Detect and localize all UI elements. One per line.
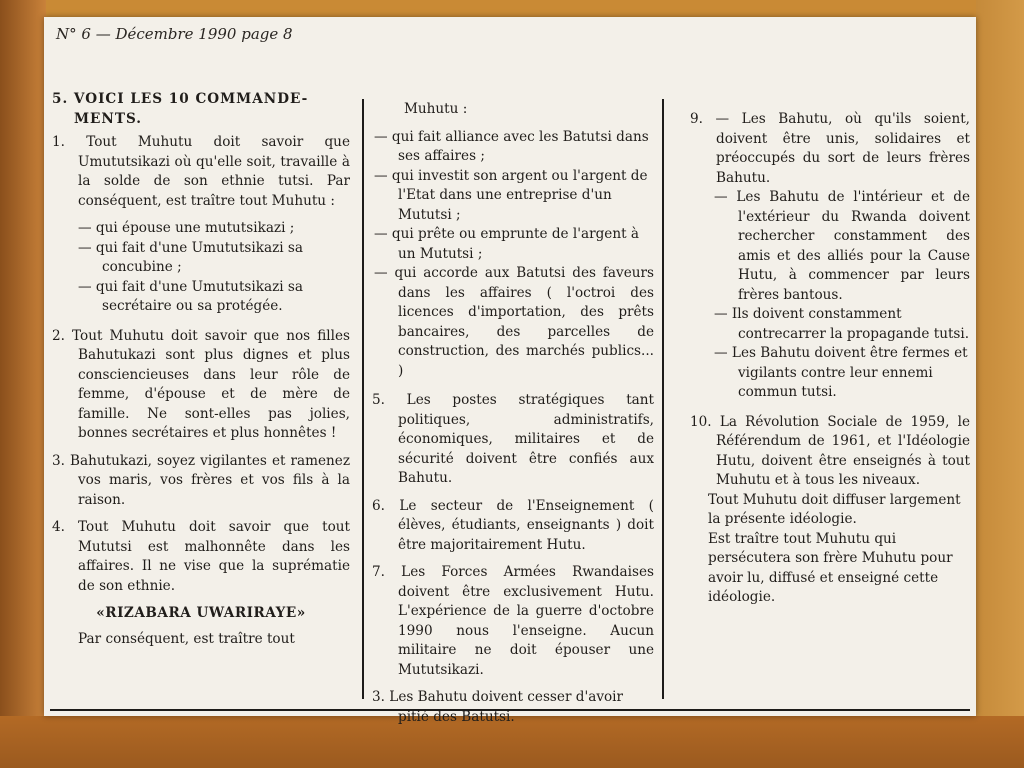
- wall-top: [0, 0, 1024, 18]
- quote-title: «RIZABARA UWARIRAYE»: [96, 605, 306, 621]
- commandment-8: 3. Les Bahutu doivent cesser d'avoir pitié des Batutsi.: [372, 689, 624, 725]
- commandment-9-item-b: — Ils doivent constamment contrecarrer la propagande tutsi.: [714, 306, 970, 342]
- traitor-item-4: — qui accorde aux Batutsi des faveurs dans les affaires ( l'octroi des licences d'importation, des prêts bancaires, des parcelles de construction, des marchés publics... ): [374, 265, 654, 379]
- commandment-1-item-a: — qui épouse une mututsikazi ;: [78, 220, 295, 236]
- commandment-1-item-c: — qui fait d'une Umututsikazi sa secrétaire ou sa protégée.: [78, 278, 303, 314]
- column-2: [372, 100, 654, 727]
- commandment-7: 7. Les Forces Armées Rwandaises doivent être exclusivement Hutu. L'expérience de la guerre d'octobre 1990 nous l'enseigne. Aucun militaire ne doit épouser une Mututsikazi.: [372, 564, 654, 678]
- commandment-1-item-b: — qui fait d'une Umututsikazi sa concubine ;: [78, 239, 303, 275]
- commandment-1: 1. Tout Muhutu doit savoir que Umututsikazi où qu'elle soit, travaille à la solde de son ethnie tutsi. Par conséquent, est traître tout Muhutu :: [52, 134, 350, 209]
- commandment-10-b: Tout Muhutu doit diffuser largement la présente idéologie.: [708, 491, 961, 527]
- commandment-3: 3. Bahutukazi, soyez vigilantes et ramenez vos maris, vos frères et vos fils à la raison.: [52, 452, 350, 508]
- traitor-item-2: — qui investit son argent ou l'argent de l'Etat dans une entreprise d'un Mututsi ;: [374, 167, 648, 223]
- traitor-item-1: — qui fait alliance avec les Batutsi dans ses affaires ;: [374, 128, 649, 164]
- wall-left: [0, 0, 46, 768]
- column-3: [690, 110, 970, 608]
- column-divider-2: [662, 99, 664, 699]
- commandment-9: 9. — Les Bahutu, où qu'ils soient, doivent être unis, solidaires et préoccupés du sort de leurs frères Bahutu.: [690, 111, 970, 186]
- heading-line-2: MENTS.: [74, 110, 143, 127]
- traitor-item-3: — qui prête ou emprunte de l'argent à un Mututsi ;: [374, 226, 639, 262]
- commandment-10-c: Est traître tout Muhutu qui persécutera son frère Muhutu pour avoir lu, diffusé et enseigné cette idéologie.: [708, 530, 953, 605]
- page-header: N° 6 — Décembre 1990 page 8: [56, 25, 293, 43]
- heading-line-1: 5. VOICI LES 10 COMMANDE-: [52, 91, 309, 107]
- document-sheet: [44, 17, 976, 725]
- commandment-4: 4. Tout Muhutu doit savoir que tout Mututsi est malhonnête dans les affaires. Il ne vise que la suprématie de son ethnie.: [52, 519, 350, 594]
- commandment-9-item-c: — Les Bahutu doivent être fermes et vigilants contre leur ennemi commun tutsi.: [714, 345, 968, 400]
- column-divider-1: [362, 99, 364, 699]
- wall-right: [976, 0, 1024, 768]
- commandment-6: 6. Le secteur de l'Enseignement ( élèves, étudiants, enseignants ) doit être majoritairement Hutu.: [372, 497, 654, 553]
- commandment-10: 10. La Révolution Sociale de 1959, le Référendum de 1961, et l'Idéologie Hutu, doivent être enseignés à tout Muhutu et à tous les niveaux.: [690, 413, 970, 488]
- column-1: [52, 90, 350, 649]
- commandment-9-item-a: — Les Bahutu de l'intérieur et de l'extérieur du Rwanda doivent rechercher constamment des amis et des alliés pour la Cause Hutu, à commencer par leurs frères bantous.: [714, 189, 970, 303]
- column-2-start: Muhutu :: [404, 101, 468, 117]
- commandment-4-continued: Par conséquent, est traître tout: [78, 630, 295, 647]
- commandment-2: 2. Tout Muhutu doit savoir que nos filles Bahutukazi sont plus dignes et plus consciencieuses dans leur rôle de femme, d'épouse et de mère de famille. Ne sont-elles pas jolies, bonnes secrétaires et plus honnêtes !: [52, 327, 350, 441]
- commandment-5: 5. Les postes stratégiques tant politiques, administratifs, économiques, militaires et de sécurité doivent être confiés aux Bahutu.: [372, 392, 654, 486]
